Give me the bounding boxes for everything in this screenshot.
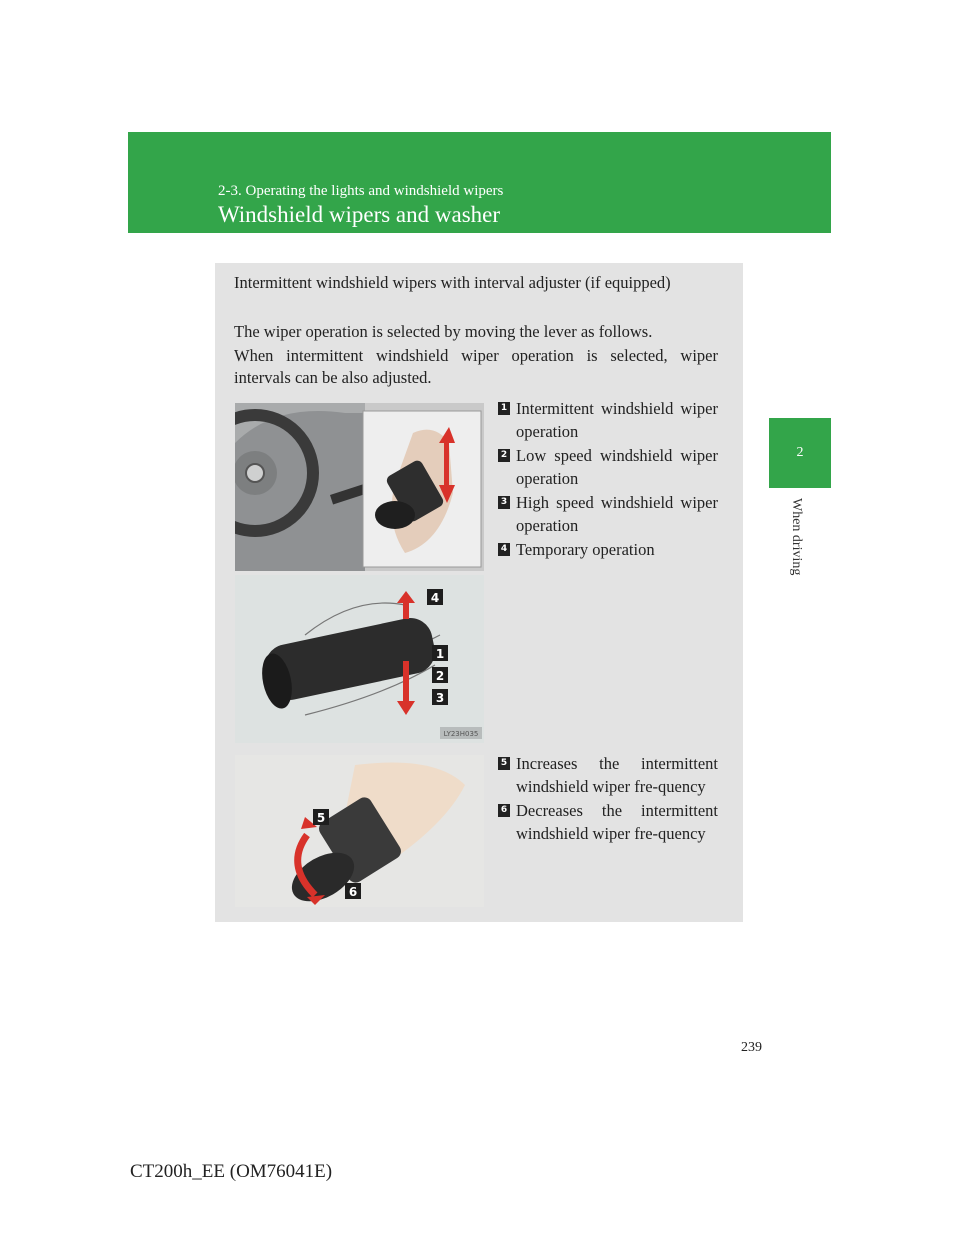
list-item: 5 Increases the intermittent windshield wiper fre-quency bbox=[498, 752, 718, 798]
lever-illustration bbox=[235, 575, 484, 743]
steering-wheel-figure bbox=[235, 403, 484, 571]
list-item: 2 Low speed windshield wiper operation bbox=[498, 444, 718, 490]
callout-4: 4 bbox=[430, 591, 440, 605]
chapter-tab-label: When driving bbox=[789, 498, 804, 576]
number-4-icon: 4 bbox=[498, 543, 510, 556]
list-item: 3 High speed windshield wiper operation bbox=[498, 491, 718, 537]
intro-heading: Intermittent windshield wipers with interval adjuster (if equipped) bbox=[234, 273, 671, 292]
section-label: 2-3. Operating the lights and windshield wipers bbox=[218, 183, 504, 199]
interval-adjuster-figure bbox=[235, 755, 484, 907]
content-panel bbox=[215, 263, 743, 922]
number-5-icon: 5 bbox=[498, 757, 510, 770]
page-title: Windshield wipers and washer bbox=[218, 202, 501, 227]
interval-adjuster-illustration bbox=[235, 755, 484, 907]
page-number: 239 bbox=[741, 1040, 762, 1055]
lever-positions-figure bbox=[235, 575, 484, 743]
list-item: 1 Intermittent windshield wiper operation bbox=[498, 397, 718, 443]
chapter-header bbox=[128, 132, 831, 233]
callout-6: 6 bbox=[348, 885, 358, 899]
callout-3: 3 bbox=[435, 691, 445, 705]
callout-2: 2 bbox=[435, 669, 445, 683]
interval-list bbox=[498, 752, 718, 846]
number-3-icon: 3 bbox=[498, 496, 510, 509]
callout-1: 1 bbox=[435, 647, 445, 661]
chapter-tab: 2 bbox=[769, 418, 831, 488]
number-1-icon: 1 bbox=[498, 402, 510, 415]
number-2-icon: 2 bbox=[498, 449, 510, 462]
operation-list bbox=[498, 397, 718, 562]
steering-wheel-illustration bbox=[235, 403, 484, 571]
number-6-icon: 6 bbox=[498, 804, 510, 817]
list-item: 6 Decreases the intermittent windshield wiper fre-quency bbox=[498, 799, 718, 845]
intro-line-2: When intermittent windshield wiper operation is selected, wiper intervals can be also adjusted. bbox=[234, 346, 718, 387]
callout-5: 5 bbox=[316, 811, 326, 825]
footer-model-code: CT200h_EE (OM76041E) bbox=[130, 1161, 333, 1182]
list-item: 4 Temporary operation bbox=[498, 538, 718, 561]
intro-line-1: The wiper operation is selected by moving the lever as follows. bbox=[234, 322, 653, 341]
figure-code: LY23H035 bbox=[443, 730, 479, 738]
